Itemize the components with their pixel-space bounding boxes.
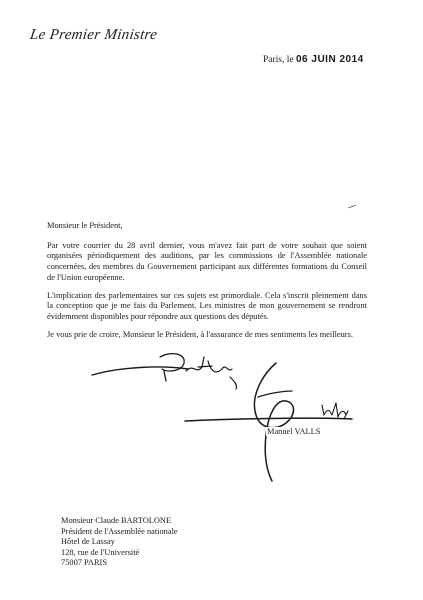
signer-name: Manuel VALLS <box>267 427 321 436</box>
handwritten-closing <box>92 354 237 389</box>
recipient-line: Hôtel de Lassay <box>61 537 115 547</box>
letter-body <box>47 221 367 347</box>
handwritten-signature <box>90 345 380 485</box>
paragraph-1: Par votre courrier du 28 avril dernier, vous m'avez fait part de votre souhait que soient organisées périodiquement des auditions, par les commissions de l'Assemblée nationale concernées, des membres du Gouvernement participant aux différentes formations du Conseil de l'Union européenne. <box>47 240 367 282</box>
dateline <box>263 54 364 65</box>
paragraph-3: Je vous prie de croire, Monsieur le Président, à l'assurance de mes sentiments les meilleurs. <box>47 329 353 339</box>
recipient-line: Président de l'Assemblée nationale <box>61 526 178 536</box>
recipient-address <box>61 516 178 569</box>
salutation: Monsieur le Président, <box>47 221 123 230</box>
recipient-line: Monsieur Claude BARTOLONE <box>61 516 172 525</box>
recipient-line: 128, rue de l'Université <box>61 547 140 557</box>
paragraph-2: L'implication des parlementaires sur ces sujets est primordiale. Cela s'inscrit pleinement dans la conception que je me fais du Parlement. Les ministres de mon gouvernement se rendront évidemment disponibles pour répondre aux questions des députés. <box>47 290 367 321</box>
dateline-place: Paris, le <box>263 55 294 65</box>
signature-flourish <box>185 363 352 481</box>
date-stamp: 06 JUIN 2014 <box>295 54 364 65</box>
recipient-line: 75007 PARIS <box>61 558 107 568</box>
letterhead-title: Le Premier Ministre <box>28 27 159 43</box>
stray-pen-mark <box>348 205 356 209</box>
